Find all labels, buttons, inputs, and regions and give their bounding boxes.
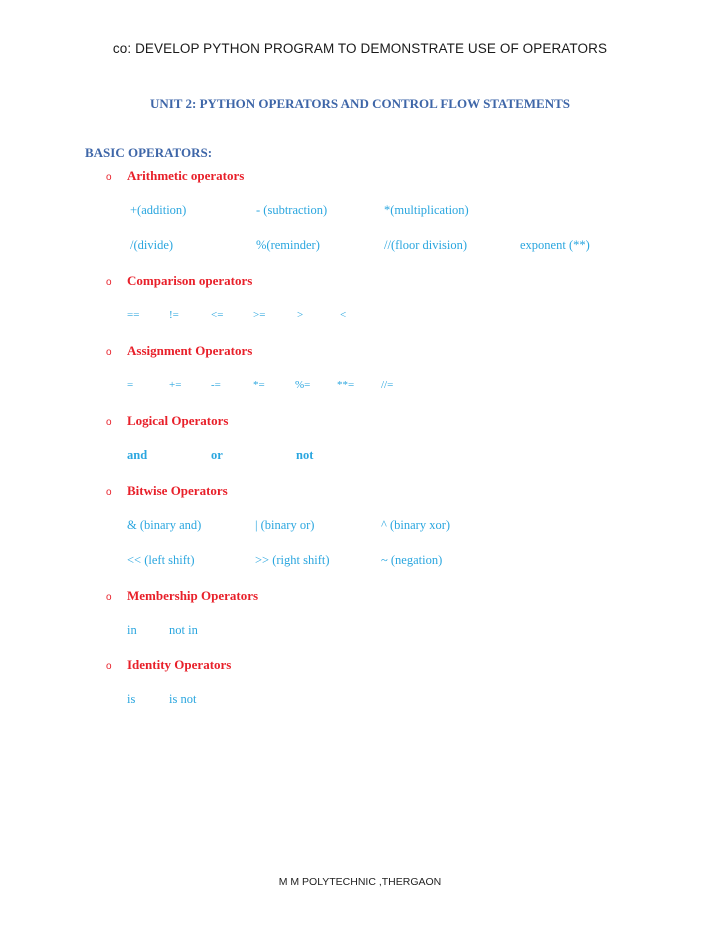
op-binary-and: & (binary and)	[127, 518, 202, 532]
op-floor-division: //(floor division)	[384, 238, 467, 252]
op-negation: ~ (negation)	[381, 553, 443, 567]
op-exponent: exponent (**)	[520, 238, 590, 252]
bullet-icon: o	[106, 277, 112, 288]
section-membership-title: o Membership Operators	[106, 588, 259, 603]
section-arithmetic-title: o Arithmetic operators	[106, 168, 245, 183]
op-binary-or: | (binary or)	[255, 518, 315, 532]
op-assign: =	[127, 379, 134, 391]
op-multiply-assign: *=	[253, 379, 265, 391]
op-less-equal: <=	[211, 309, 224, 321]
op-binary-xor: ^ (binary xor)	[381, 518, 451, 532]
op-modulus-assign: %=	[295, 379, 311, 391]
bullet-icon: o	[106, 417, 112, 428]
op-equal: ==	[127, 309, 140, 321]
op-floor-divide-assign: //=	[381, 379, 394, 391]
op-is: is	[127, 692, 136, 706]
unit-title: UNIT 2: PYTHON OPERATORS AND CONTROL FLOW STATEMENTS	[149, 96, 571, 111]
op-addition: +(addition)	[130, 203, 187, 217]
bullet-icon: o	[106, 487, 112, 498]
bullet-icon: o	[106, 661, 112, 672]
op-remainder: %(reminder)	[256, 238, 320, 252]
op-and: and	[127, 448, 148, 462]
op-greater-equal: >=	[253, 309, 266, 321]
section-comparison-title: o Comparison operators	[106, 273, 253, 288]
op-is-not: is not	[169, 692, 197, 706]
section-logical-title: o Logical Operators	[106, 413, 229, 428]
op-not-equal: !=	[169, 309, 179, 321]
op-or: or	[211, 448, 223, 462]
op-multiplication: *(multiplication)	[384, 203, 469, 217]
op-not-in: not in	[169, 623, 198, 637]
op-subtraction: - (subtraction)	[256, 203, 328, 217]
bullet-icon: o	[106, 592, 112, 603]
op-subtract-assign: -=	[211, 379, 221, 391]
op-not: not	[296, 448, 314, 462]
footer-institution: M M POLYTECHNIC ,THERGAON	[278, 876, 442, 888]
op-less: <	[340, 309, 347, 321]
bullet-icon: o	[106, 347, 112, 358]
section-identity-title: o Identity Operators	[106, 657, 232, 672]
op-exponent-assign: **=	[337, 379, 355, 391]
op-greater: >	[297, 309, 304, 321]
op-right-shift: >> (right shift)	[255, 553, 330, 567]
section-assignment-title: o Assignment Operators	[106, 343, 253, 358]
op-divide: /(divide)	[130, 238, 174, 252]
basic-operators-heading: BASIC OPERATORS:	[85, 145, 213, 160]
op-in: in	[127, 623, 137, 637]
bullet-icon: o	[106, 172, 112, 183]
section-bitwise-title: o Bitwise Operators	[106, 483, 228, 498]
op-left-shift: << (left shift)	[127, 553, 195, 567]
op-add-assign: +=	[169, 379, 182, 391]
course-outcome-title: co: DEVELOP PYTHON PROGRAM TO DEMONSTRATE USE OF OPERATORS	[112, 41, 608, 56]
